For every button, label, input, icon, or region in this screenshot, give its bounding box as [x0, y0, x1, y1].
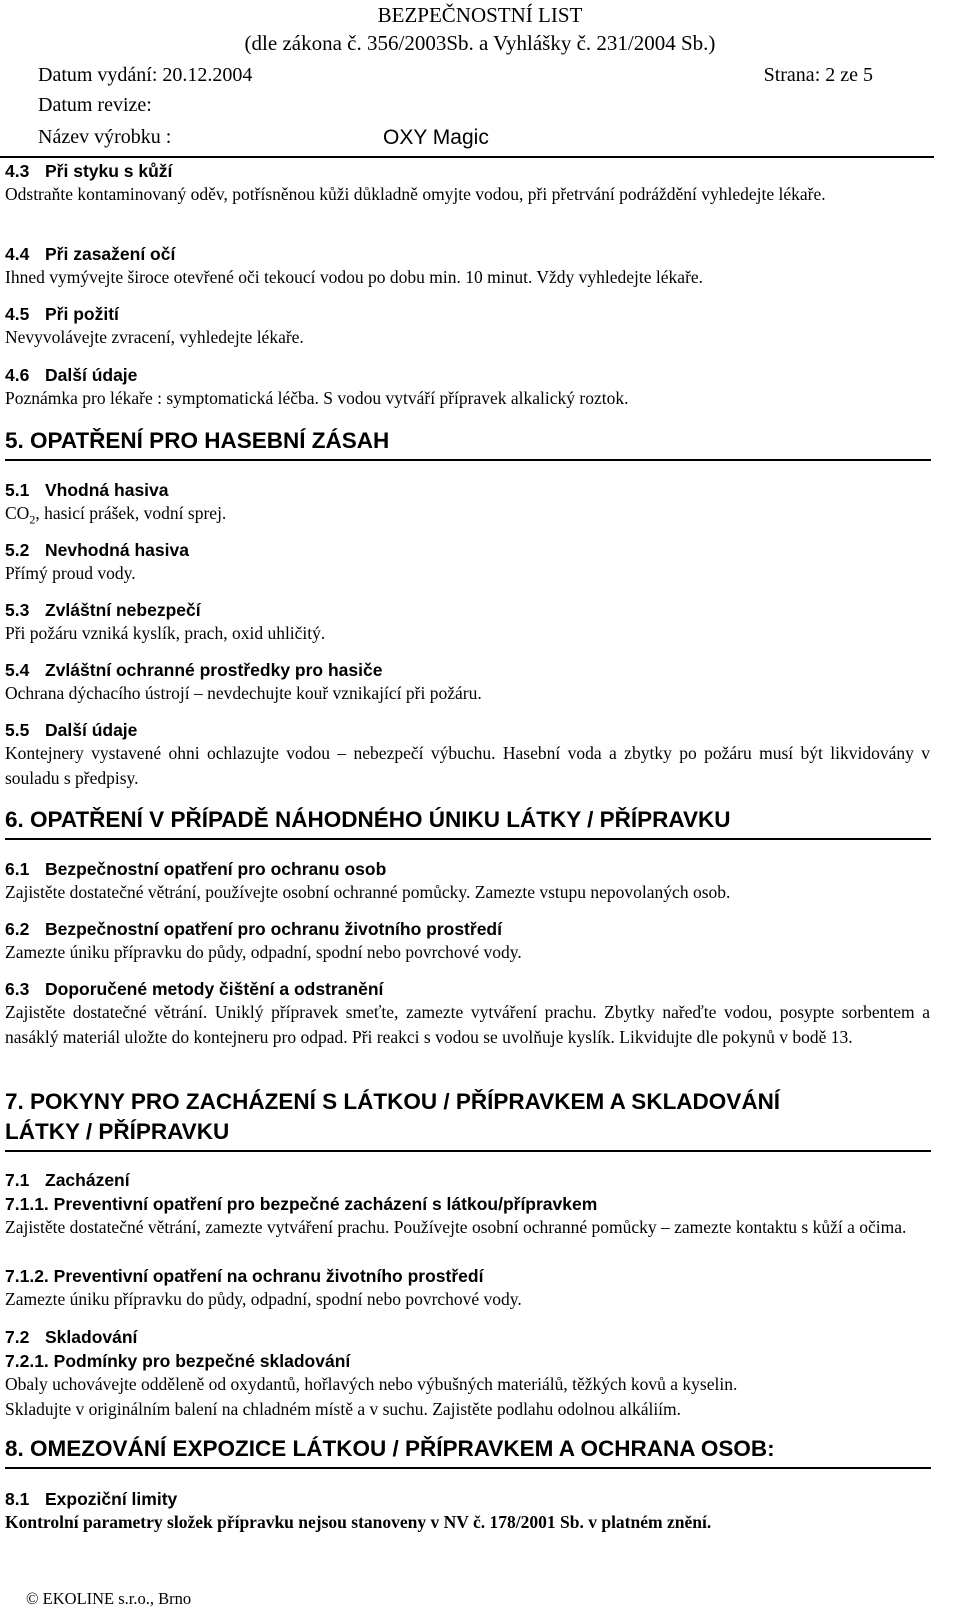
subsection-5-4 [5, 659, 930, 706]
subsection-title: Vhodná hasiva [45, 480, 169, 500]
subsection-7-1-1 [5, 1193, 930, 1240]
subsection-text: Ochrana dýchacího ústrojí – nevdechujte kouř vznikající při požáru. [5, 683, 482, 703]
section-7-heading [5, 1087, 930, 1147]
subsection-title: 7.1.1. Preventivní opatření pro bezpečné zacházení s látkou/přípravkem [5, 1194, 598, 1214]
subsection-title: Bezpečnostní opatření pro ochranu osob [45, 859, 387, 879]
subsection-title: Zvláštní nebezpečí [45, 600, 201, 620]
subsection-text: Zajistěte dostatečné větrání. Uniklý přípravek smeťte, zamezte vytváření prachu. Zbytky nařeďte vodou, posypte sorbentem a nasáklý materiál uložte do kontejneru pro odpad. Při reakci s vodou se uvolňuje kyslík. Likvidujte dle pokynů v bodě 13. [5, 1002, 930, 1047]
section-7-heading-line1: 7. POKYNY PRO ZACHÁZENÍ S LÁTKOU / PŘÍPRAVKEM A SKLADOVÁNÍ [5, 1089, 781, 1114]
doc-title: BEZPEČNOSTNÍ LIST [377, 3, 583, 27]
subsection-title: Další údaje [45, 365, 138, 385]
subsection-number: 5.5 [5, 720, 30, 740]
subsection-4-6 [5, 364, 930, 411]
subsection-text: Kontrolní parametry složek přípravku nejsou stanoveny v NV č. 178/2001 Sb. v platném znění. [5, 1512, 712, 1532]
subsection-number: 5.1 [5, 480, 30, 500]
subsection-title: Nevhodná hasiva [45, 540, 189, 560]
product-label: Název výrobku : [38, 126, 172, 148]
subsection-7-1-2 [5, 1265, 930, 1312]
subsection-title: Při zasažení očí [45, 244, 176, 264]
subsection-number: 8.1 [5, 1489, 30, 1509]
subsection-5-2 [5, 539, 930, 586]
subsection-5-1 [5, 479, 930, 532]
subsection-text: Zamezte úniku přípravku do půdy, odpadní, spodní nebo povrchové vody. [5, 1289, 522, 1309]
section-6-divider [5, 838, 931, 840]
subsection-4-4 [5, 243, 930, 290]
subsection-text: Zajistěte dostatečné větrání, zamezte vytváření prachu. Používejte osobní ochranné pomůcky – zamezte kontaktu s kůží a očima. [5, 1217, 907, 1237]
revision-date-label: Datum revize: [38, 94, 152, 116]
subsection-4-3 [5, 160, 930, 207]
subsection-text: Ihned vymývejte široce otevřené oči tekoucí vodou po dobu min. 10 minut. Vždy vyhledejte lékaře. [5, 267, 704, 287]
subsection-number: 4.4 [5, 244, 30, 264]
subsection-7-2-1 [5, 1350, 930, 1421]
section-7-divider [5, 1150, 931, 1152]
section-6-heading: 6. OPATŘENÍ V PŘÍPADĚ NÁHODNÉHO ÚNIKU LÁTKY / PŘÍPRAVKU [5, 807, 731, 832]
subsection-number: 4.3 [5, 161, 30, 181]
subsection-number: 5.2 [5, 540, 30, 560]
header-divider [0, 156, 934, 158]
subsection-text: Poznámka pro lékaře : symptomatická léčba. S vodou vytváří přípravek alkalický roztok. [5, 388, 629, 408]
subsection-6-3 [5, 978, 930, 1049]
section-8-heading: 8. OMEZOVÁNÍ EXPOZICE LÁTKOU / PŘÍPRAVKEM A OCHRANA OSOB: [5, 1436, 775, 1461]
subsection-text: $CO_2$, hasicí prášek, vodní sprej. [5, 503, 227, 527]
subsection-number: 4.6 [5, 365, 30, 385]
issue-date: Datum vydání: 20.12.2004 [38, 64, 253, 86]
subsection-title: 7.2.1. Podmínky pro bezpečné skladování [5, 1351, 351, 1371]
subsection-8-1 [5, 1488, 930, 1533]
subsection-number: 6.1 [5, 859, 30, 879]
doc-subtitle: (dle zákona č. 356/2003Sb. a Vyhlášky č. 231/2004 Sb.) [244, 31, 716, 55]
subsection-text: Odstraňte kontaminovaný oděv, potřísněnou kůži důkladně omyjte vodou, při přetrvání podráždění vyhledejte lékaře. [5, 184, 826, 204]
subsection-number: 4.5 [5, 304, 30, 324]
section-7-heading-line2: LÁTKY / PŘÍPRAVKU [5, 1119, 230, 1144]
subsection-title: Skladování [45, 1327, 138, 1347]
subsection-number: 6.3 [5, 979, 30, 999]
section-5-divider [5, 459, 931, 461]
subsection-text: Přímý proud vody. [5, 563, 136, 583]
subsection-7-1 [5, 1169, 930, 1191]
subsection-text: Zamezte úniku přípravku do půdy, odpadní, spodní nebo povrchové vody. [5, 942, 522, 962]
product-name: OXY Magic [383, 126, 489, 149]
subsection-title: Zacházení [45, 1170, 130, 1190]
page-number: Strana: 2 ze 5 [763, 64, 873, 86]
subsection-6-2 [5, 918, 930, 965]
subsection-7-2 [5, 1326, 930, 1348]
subsection-5-3 [5, 599, 930, 646]
section-8-divider [5, 1467, 931, 1469]
subsection-4-5 [5, 303, 930, 350]
subsection-title: Při požití [45, 304, 119, 324]
footer-copyright: © EKOLINE s.r.o., Brno [26, 1589, 192, 1608]
subsection-number: 5.3 [5, 600, 30, 620]
subsection-5-5 [5, 719, 930, 790]
subsection-text-2: Skladujte v originálním balení na chladném místě a v suchu. Zajistěte podlahu odolnou alkáliím. [5, 1398, 682, 1419]
subsection-number: 5.4 [5, 660, 30, 680]
subsection-number: 7.2 [5, 1327, 30, 1347]
subsection-text-1: Obaly uchovávejte odděleně od oxydantů, hořlavých nebo výbušných materiálů, těžkých kovů a kyselin. [5, 1374, 738, 1394]
section-5-heading: 5. OPATŘENÍ PRO HASEBNÍ ZÁSAH [5, 428, 390, 453]
subsection-title: Bezpečnostní opatření pro ochranu životního prostředí [45, 919, 502, 939]
subsection-number: 6.2 [5, 919, 30, 939]
subsection-6-1 [5, 858, 930, 905]
subsection-title: 7.1.2. Preventivní opatření na ochranu životního prostředí [5, 1266, 484, 1286]
subsection-text: Zajistěte dostatečné větrání, používejte osobní ochranné pomůcky. Zamezte vstupu nepovolaných osob. [5, 882, 731, 902]
subsection-title: Doporučené metody čištění a odstranění [45, 979, 384, 999]
subsection-title: Expoziční limity [45, 1489, 178, 1509]
subsection-number: 7.1 [5, 1170, 30, 1190]
subsection-text: Při požáru vzniká kyslík, prach, oxid uhličitý. [5, 623, 326, 643]
subsection-title: Další údaje [45, 720, 138, 740]
subsection-title: Zvláštní ochranné prostředky pro hasiče [45, 660, 383, 680]
subsection-title: Při styku s kůží [45, 161, 173, 181]
subsection-text: Nevyvolávejte zvracení, vyhledejte lékaře. [5, 327, 304, 347]
subsection-text: Kontejnery vystavené ohni ochlazujte vodou – nebezpečí výbuchu. Hasební voda a zbytky po požáru musí být likvidovány v souladu s předpisy. [5, 743, 930, 788]
